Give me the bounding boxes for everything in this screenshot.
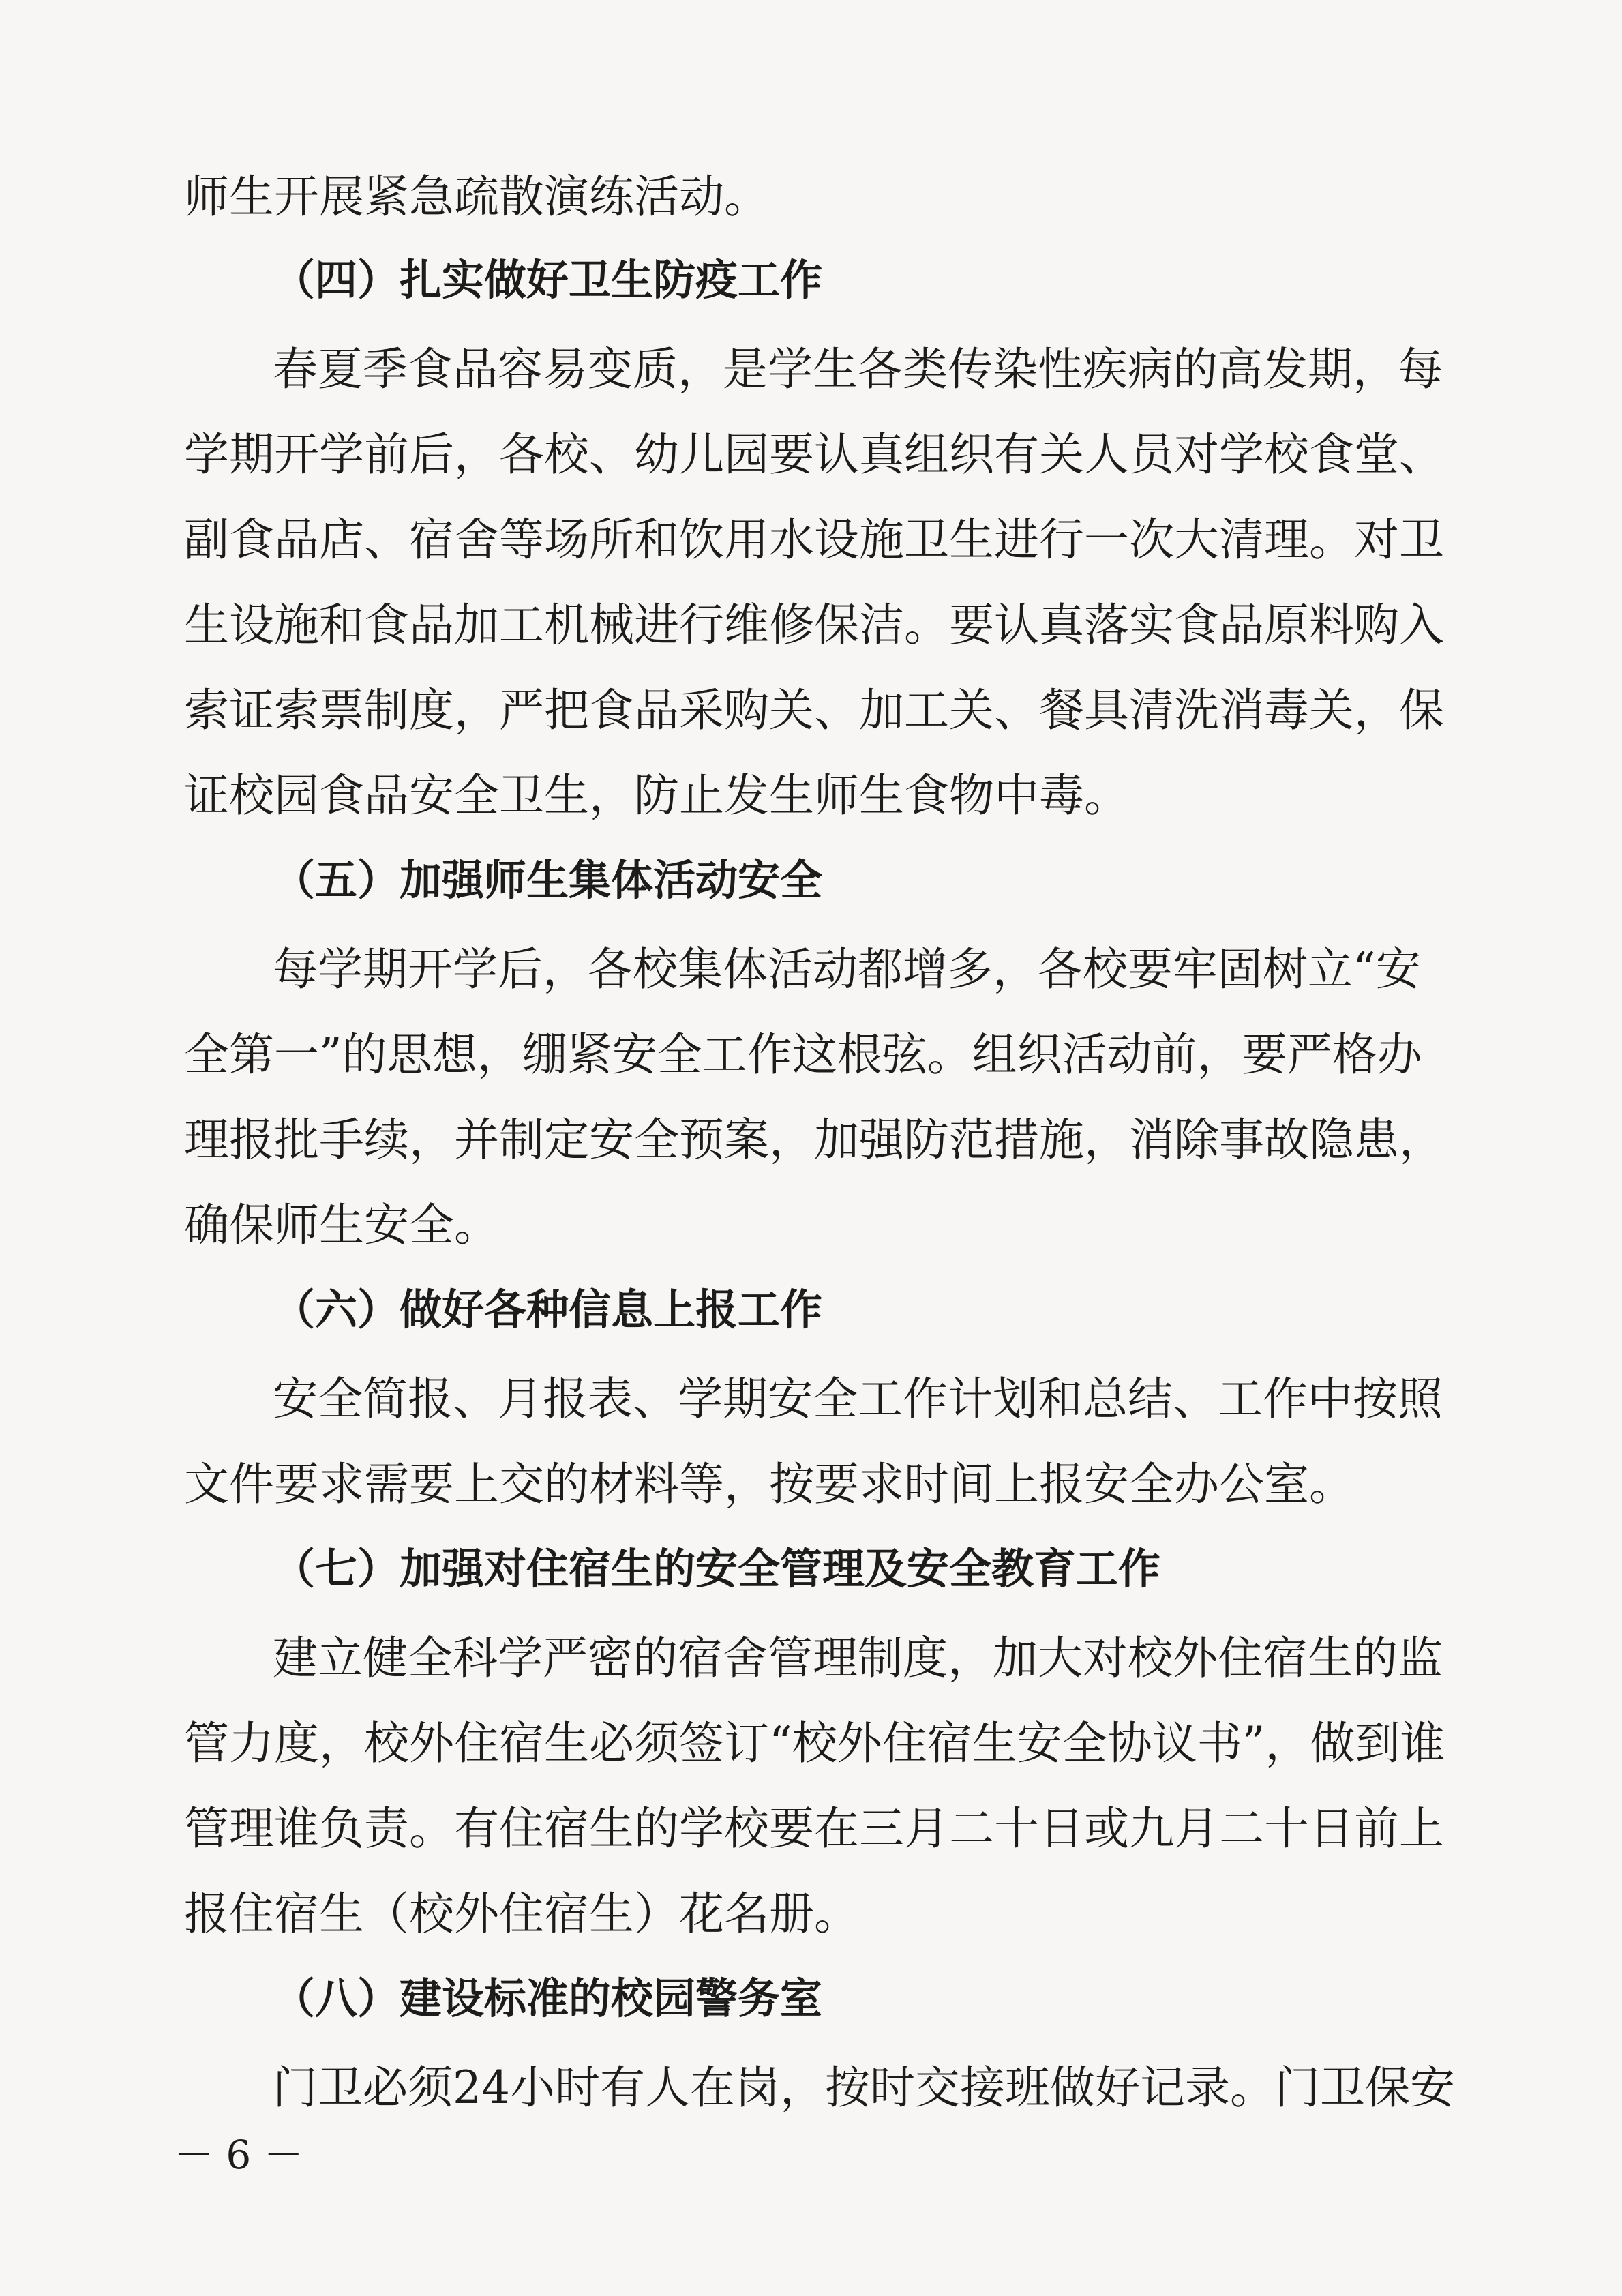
section-heading: （五）加强师生集体活动安全 — [273, 855, 823, 905]
body-line: 全第一”的思想，绷紧安全工作这根弦。组织活动前，要严格办 — [184, 1028, 1422, 1081]
section-heading: （四）扎实做好卫生防疫工作 — [273, 255, 823, 305]
body-line: 管理谁负责。有住宿生的学校要在三月二十日或九月二十日前上 — [184, 1802, 1444, 1855]
body-line: 建立健全科学严密的宿舍管理制度，加大对校外住宿生的监 — [273, 1632, 1443, 1684]
body-line: 春夏季食品容易变质，是学生各类传染性疾病的高发期，每 — [273, 343, 1443, 396]
body-line: 确保师生安全。 — [184, 1199, 499, 1251]
body-line: 副食品店、宿舍等场所和饮用水设施卫生进行一次大清理。对卫 — [184, 513, 1444, 566]
body-line: 索证索票制度，严把食品采购关、加工关、餐具清洗消毒关，保 — [184, 684, 1444, 736]
body-line: 管力度，校外住宿生必须签订“校外住宿生安全协议书”，做到谁 — [184, 1717, 1445, 1770]
body-line: 每学期开学后，各校集体活动都增多，各校要牢固树立“安 — [273, 943, 1421, 996]
section-heading: （六）做好各种信息上报工作 — [273, 1285, 823, 1335]
body-line: 师生开展紧急疏散演练活动。 — [184, 170, 769, 223]
body-line: 学期开学前后，各校、幼儿园要认真组织有关人员对学校食堂、 — [184, 428, 1444, 481]
body-line: 安全简报、月报表、学期安全工作计划和总结、工作中按照 — [273, 1373, 1443, 1425]
section-heading: （八）建设标准的校园警务室 — [273, 1973, 823, 2023]
body-line: 证校园食品安全卫生，防止发生师生食物中毒。 — [184, 769, 1129, 822]
section-heading: （七）加强对住宿生的安全管理及安全教育工作 — [273, 1544, 1161, 1594]
body-line: 生设施和食品加工机械进行维修保洁。要认真落实食品原料购入 — [184, 599, 1444, 651]
body-line: 文件要求需要上交的材料等，按要求时间上报安全办公室。 — [184, 1458, 1354, 1510]
page-number: － 6 － — [174, 2132, 303, 2178]
body-line: 门卫必须24小时有人在岗，按时交接班做好记录。门卫保安 — [273, 2061, 1455, 2114]
body-line: 报住宿生（校外住宿生）花名册。 — [184, 1888, 859, 1940]
body-line: 理报批手续，并制定安全预案，加强防范措施，消除事故隐患， — [184, 1114, 1444, 1166]
